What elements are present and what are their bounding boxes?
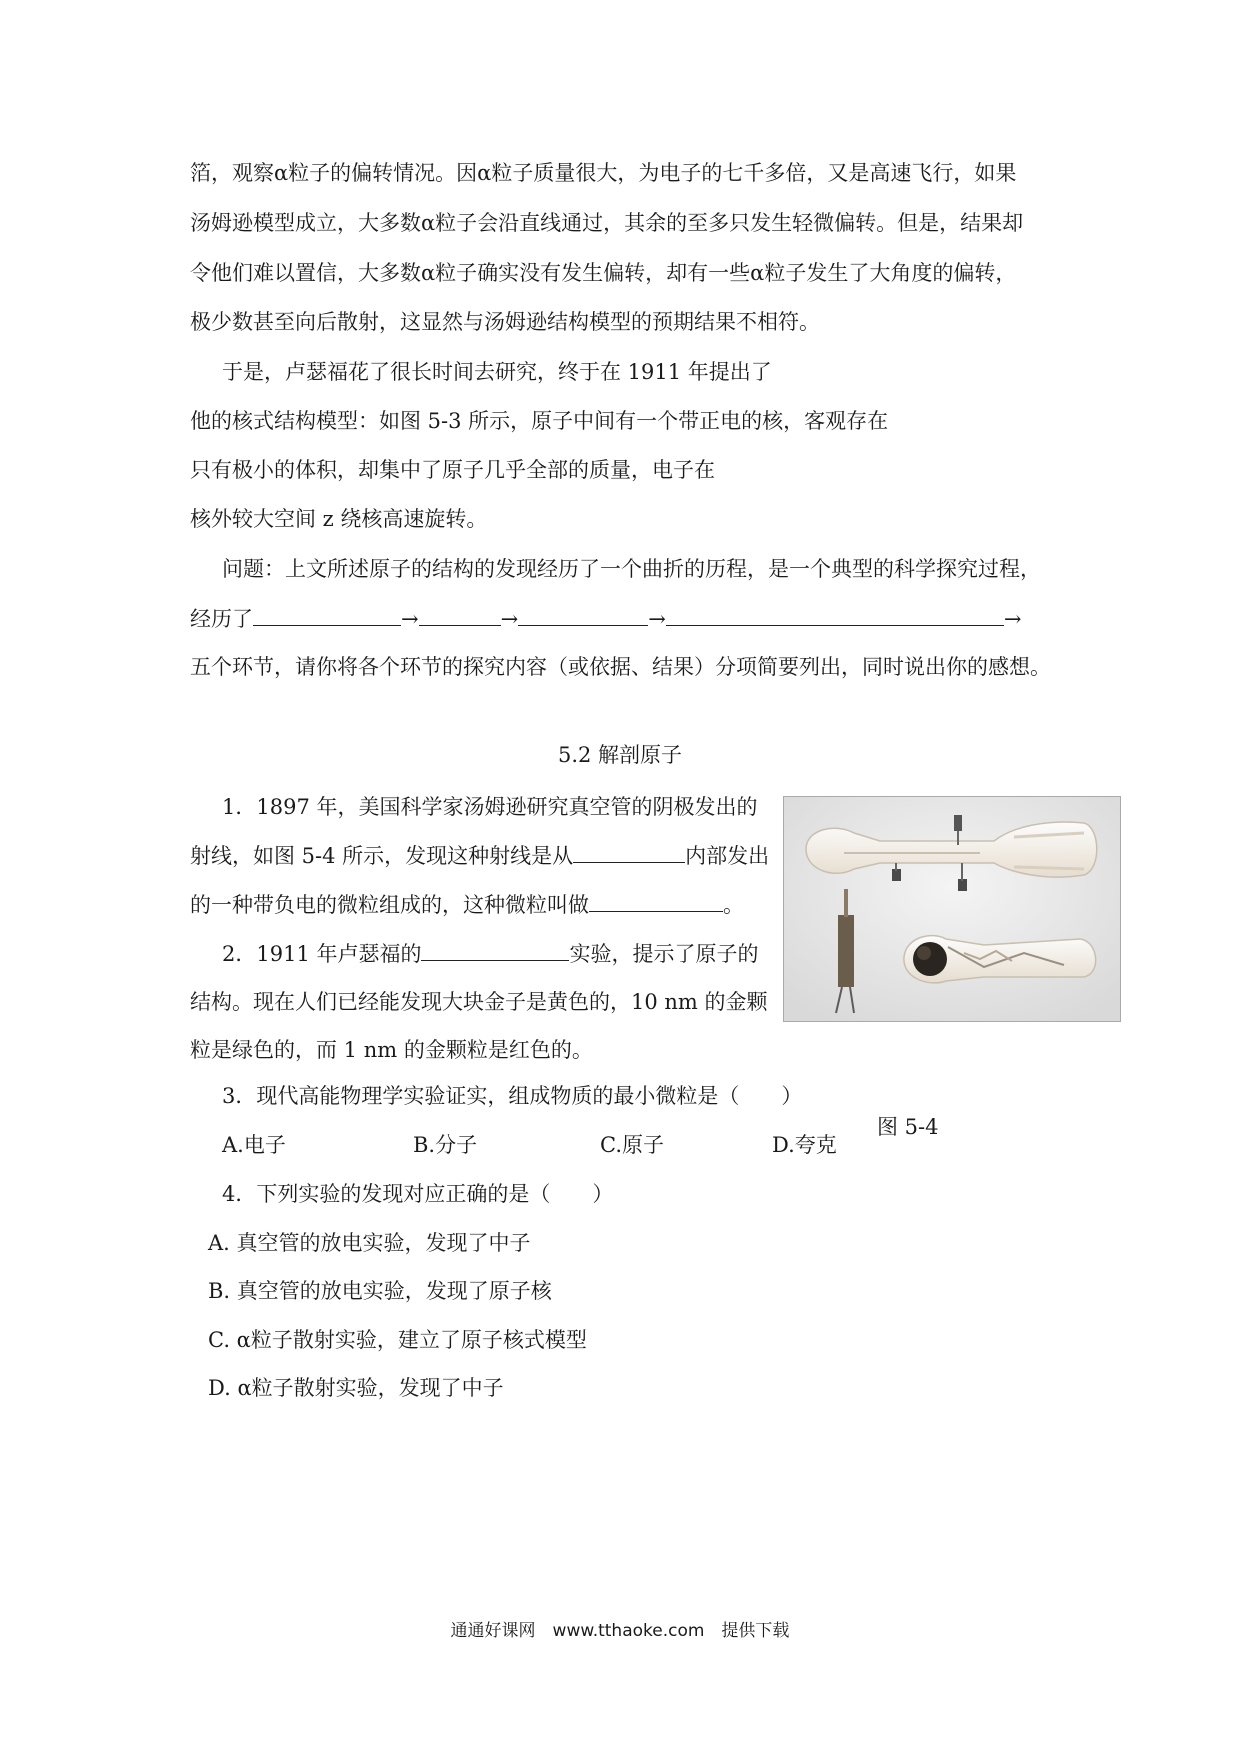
blank-step-4[interactable]: [666, 603, 1004, 626]
arrow-1: →: [401, 607, 419, 631]
q1-line-2: [190, 840, 769, 870]
q3-option-b[interactable]: B.分子: [413, 1133, 478, 1157]
vacuum-tube-photo: [783, 796, 1121, 1022]
arrow-3: →: [648, 607, 666, 631]
q2-line-1-text: 2．1911 年卢瑟福的: [222, 942, 422, 966]
passage-line-3: 令他们难以置信，大多数α粒子确实没有发生偏转，却有一些α粒子发生了大角度的偏转，: [190, 261, 1017, 285]
q3-option-a[interactable]: A.电子: [222, 1133, 286, 1157]
section-title: 5.2 解剖原子: [557, 743, 683, 767]
steps-prefix: 经历了: [190, 607, 253, 631]
passage-line-4: 极少数甚至向后散射，这显然与汤姆逊结构模型的预期结果不相符。: [190, 310, 820, 334]
q1-line-3: [190, 889, 744, 919]
q2-line-1: [222, 938, 758, 968]
page-footer: 通通好课网 www.tthaoke.com 提供下载: [450, 1621, 790, 1641]
q1-blank-2[interactable]: [589, 889, 723, 912]
passage-line-6: 他的核式结构模型：如图 5-3 所示，原子中间有一个带正电的核，客观存在: [190, 409, 889, 433]
arrow-2: →: [500, 607, 519, 631]
blank-step-1[interactable]: [253, 603, 401, 626]
q1-line-1: 1．1897 年，美国科学家汤姆逊研究真空管的阴极发出的: [222, 795, 758, 819]
arrow-4: →: [1003, 607, 1022, 631]
q3-option-d[interactable]: D.夸克: [772, 1133, 837, 1157]
passage-line-8: 核外较大空间 z 绕核高速旋转。: [190, 507, 488, 531]
figure-caption: 图 5-4: [877, 1115, 939, 1139]
steps-suffix-line: 五个环节，请你将各个环节的探究内容（或依据、结果）分项简要列出，同时说出你的感想。: [190, 655, 1051, 679]
q4-option-c[interactable]: C. α粒子散射实验，建立了原子核式模型: [208, 1328, 587, 1352]
q4-option-b[interactable]: B. 真空管的放电实验，发现了原子核: [208, 1279, 552, 1303]
blank-step-2[interactable]: [419, 603, 501, 626]
passage-line-2: 汤姆逊模型成立，大多数α粒子会沿直线通过，其余的至多只发生轻微偏转。但是，结果却: [190, 211, 1024, 235]
passage-line-7: 只有极小的体积，却集中了原子几乎全部的质量，电子在: [190, 458, 715, 482]
steps-line: [190, 603, 1021, 633]
blank-step-3[interactable]: [518, 603, 648, 626]
q1-line-3-text: 的一种带负电的微粒组成的，这种微粒叫做: [190, 893, 589, 917]
q3-option-c[interactable]: C.原子: [600, 1133, 664, 1157]
question-line: 问题：上文所述原子的结构的发现经历了一个曲折的历程，是一个典型的科学探究过程，: [222, 557, 1041, 581]
q1-blank-1[interactable]: [573, 840, 685, 863]
q2-line-2: 结构。现在人们已经能发现大块金子是黄色的，10 nm 的金颗: [190, 990, 768, 1014]
q2-blank[interactable]: [421, 938, 569, 961]
q1-line-2-tail: 内部发出: [685, 844, 770, 868]
q4-option-d[interactable]: D. α粒子散射实验，发现了中子: [208, 1376, 504, 1400]
q4-stem: 4．下列实验的发现对应正确的是（ ）: [222, 1182, 614, 1206]
passage-line-5: 于是，卢瑟福花了很长时间去研究，终于在 1911 年提出了: [222, 360, 772, 384]
q1-line-2-text: 射线，如图 5-4 所示，发现这种射线是从: [190, 844, 574, 868]
vacuum-tube-illustration: [784, 797, 1120, 1021]
q2-line-1-tail: 实验，提示了原子的: [569, 942, 759, 966]
q1-line-3-tail: 。: [723, 893, 744, 917]
q3-stem: 3．现代高能物理学实验证实，组成物质的最小微粒是（ ）: [222, 1084, 803, 1108]
q2-line-3: 粒是绿色的，而 1 nm 的金颗粒是红色的。: [190, 1038, 593, 1062]
q4-option-a[interactable]: A. 真空管的放电实验，发现了中子: [208, 1231, 531, 1255]
passage-line-1: 箔，观察α粒子的偏转情况。因α粒子质量很大，为电子的七千多倍，又是高速飞行，如果: [190, 161, 1017, 185]
